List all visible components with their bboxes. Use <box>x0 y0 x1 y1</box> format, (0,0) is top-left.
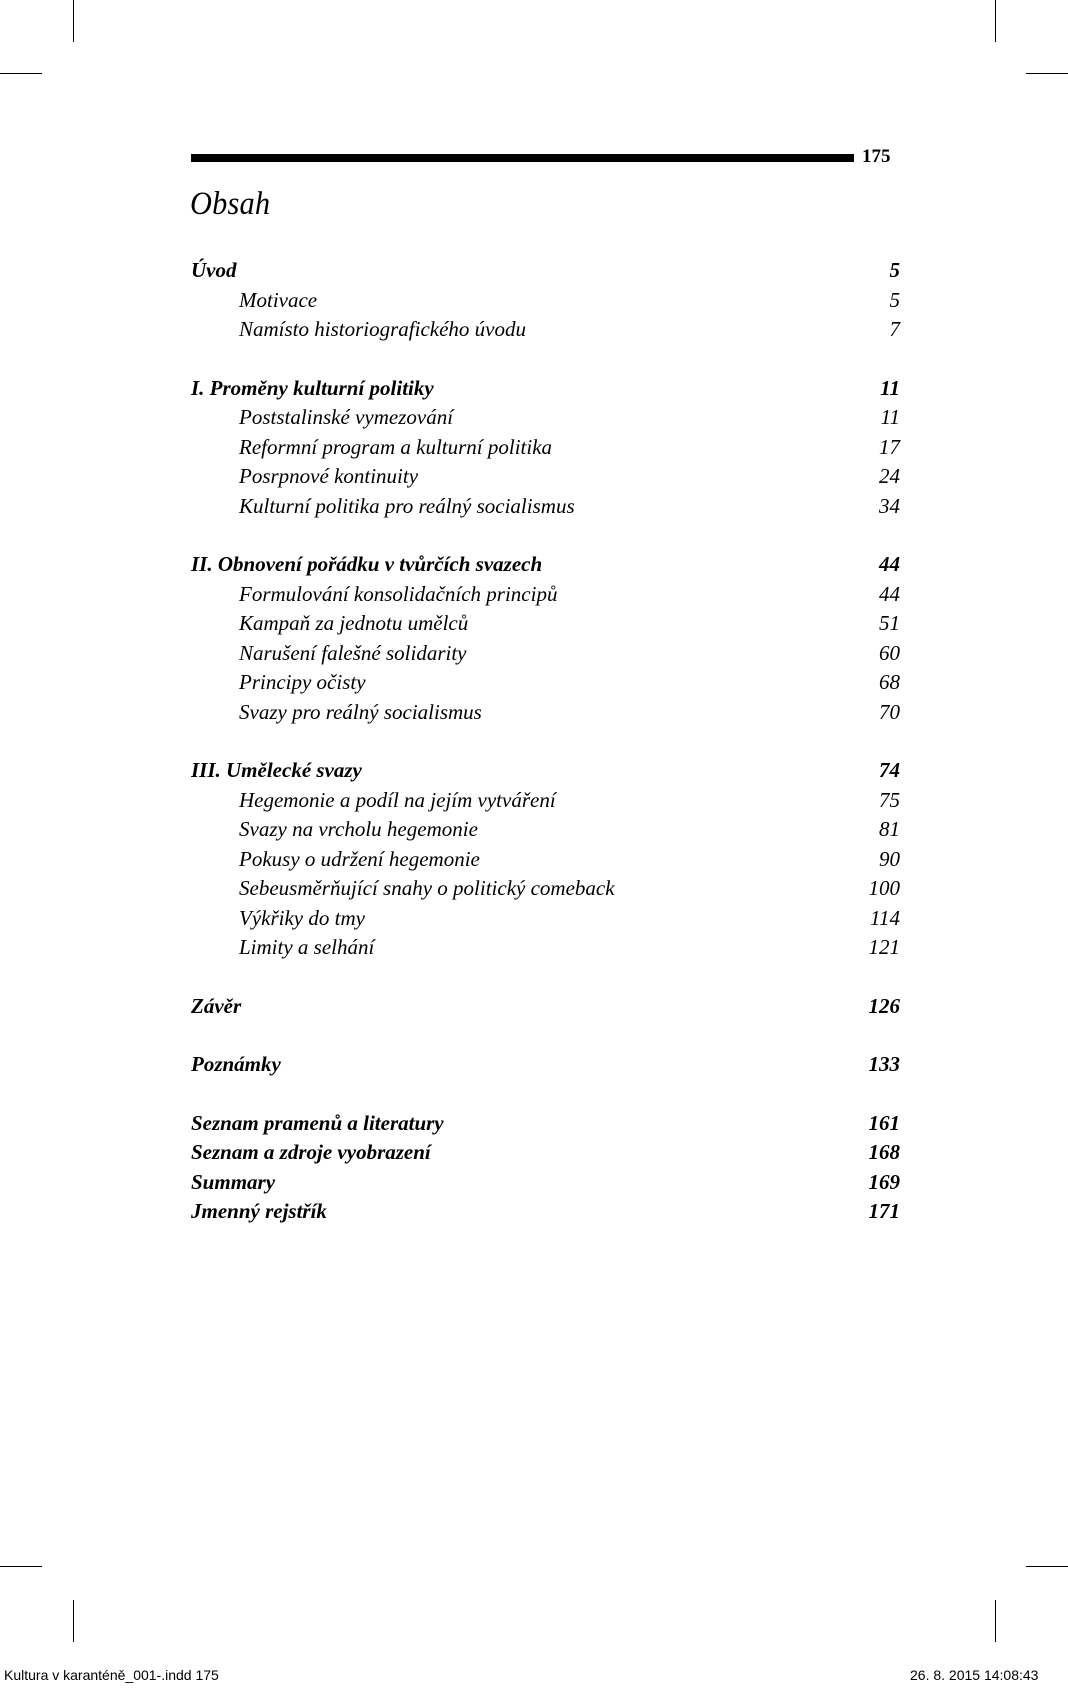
toc-subchapter-title: Poststalinské vymezování <box>239 405 454 429</box>
toc-chapter-page: 169 <box>868 1169 900 1194</box>
toc-subchapter <box>191 698 900 728</box>
toc-subchapter-page: 100 <box>868 876 900 900</box>
toc-chapter-title: Poznámky <box>191 1052 281 1076</box>
toc-subchapter-title: Sebeusměrňující snahy o politický comeback <box>239 876 615 900</box>
toc-subchapter <box>191 462 900 492</box>
crop-mark <box>995 0 996 42</box>
toc-chapter-page: 171 <box>868 1199 900 1223</box>
toc-chapter <box>191 256 900 286</box>
toc-subchapter-title: Formulování konsolidačních principů <box>239 581 558 606</box>
toc-subchapter-title: Motivace <box>239 287 318 312</box>
toc-chapter-page: 161 <box>868 1110 900 1135</box>
toc-subchapter-title: Narušení falešné solidarity <box>239 640 467 665</box>
header-rule <box>191 154 854 162</box>
toc-section <box>191 256 900 345</box>
toc-subchapter-title: Svazy pro reálný socialismus <box>239 699 482 724</box>
crop-mark <box>73 1600 74 1642</box>
toc-subchapter-page: 51 <box>879 611 900 635</box>
toc-subchapter-title: Posrpnové kontinuity <box>239 464 419 488</box>
crop-mark <box>1026 1566 1068 1567</box>
toc-chapter-page: 11 <box>880 375 900 400</box>
toc-subchapter-page: 81 <box>879 817 900 841</box>
toc-chapter <box>191 1138 900 1168</box>
toc-subchapter-title: Limity a selhání <box>239 935 375 959</box>
toc-subchapter <box>191 433 900 463</box>
toc-subchapter-page: 24 <box>879 464 900 488</box>
toc-subchapter <box>191 786 900 816</box>
toc-chapter <box>191 374 900 404</box>
toc-chapter <box>191 1197 900 1227</box>
toc-subchapter-page: 60 <box>879 640 900 665</box>
toc-section <box>191 1109 900 1227</box>
toc-subchapter-title: Svazy na vrcholu hegemonie <box>239 817 478 841</box>
toc-subchapter-page: 34 <box>879 493 900 518</box>
footer-left: Kultura v karanténě_001-.indd 175 <box>4 1667 219 1683</box>
toc-subchapter-title: Hegemonie a podíl na jejím vytváření <box>239 787 556 812</box>
toc-subchapter <box>191 904 900 934</box>
toc-chapter-page: 44 <box>879 552 900 576</box>
toc-subchapter-title: Reformní program a kulturní politika <box>239 434 553 459</box>
toc-subchapter-title: Kampaň za jednotu umělců <box>239 611 469 635</box>
toc-subchapter <box>191 315 900 345</box>
toc-chapter-page: 168 <box>868 1140 900 1164</box>
toc-subchapter-page: 11 <box>880 405 900 429</box>
toc-chapter-title: Seznam pramenů a literatury <box>191 1110 444 1135</box>
toc-chapter-page: 133 <box>868 1052 900 1076</box>
toc-subchapter <box>191 580 900 610</box>
toc-chapter <box>191 992 900 1022</box>
toc-section <box>191 1050 900 1080</box>
toc-chapter <box>191 756 900 786</box>
crop-mark <box>0 1566 42 1567</box>
footer-right: 26. 8. 2015 14:08:43 <box>910 1667 1039 1683</box>
toc-chapter-page: 5 <box>889 258 900 282</box>
toc-subchapter <box>191 845 900 875</box>
toc-chapter-title: III. Umělecké svazy <box>191 758 362 782</box>
toc-subchapter <box>191 933 900 963</box>
toc-chapter <box>191 550 900 580</box>
toc-section <box>191 550 900 727</box>
crop-mark <box>0 73 42 74</box>
toc-chapter-title: I. Proměny kulturní politiky <box>191 375 434 400</box>
toc-chapter-title: Úvod <box>191 258 237 282</box>
toc-subchapter-page: 75 <box>879 787 900 812</box>
toc-chapter-title: II. Obnovení pořádku v tvůrčích svazech <box>191 552 543 576</box>
toc-chapter-title: Summary <box>191 1169 276 1194</box>
toc-subchapter-title: Výkřiky do tmy <box>239 905 365 930</box>
toc-subchapter <box>191 609 900 639</box>
toc-subchapter-page: 121 <box>868 935 900 959</box>
toc-section <box>191 374 900 522</box>
toc-subchapter-page: 17 <box>879 434 900 459</box>
toc-subchapter-title: Namísto historiografického úvodu <box>239 317 526 341</box>
toc-subchapter <box>191 286 900 316</box>
toc-subchapter-title: Pokusy o udržení hegemonie <box>239 846 480 871</box>
toc-subchapter-page: 90 <box>879 846 900 871</box>
toc-subchapter <box>191 492 900 522</box>
crop-mark <box>995 1600 996 1642</box>
toc-subchapter-page: 70 <box>879 699 900 724</box>
toc-chapter-title: Seznam a zdroje vyobrazení <box>191 1140 431 1164</box>
toc-chapter-page: 126 <box>868 993 900 1018</box>
toc-chapter-page: 74 <box>879 758 900 782</box>
toc-subchapter <box>191 874 900 904</box>
page-title: Obsah <box>190 186 271 222</box>
toc-section <box>191 992 900 1022</box>
toc-subchapter-title: Kulturní politika pro reálný socialismus <box>239 493 575 518</box>
toc-subchapter-page: 68 <box>879 670 900 694</box>
crop-mark <box>73 0 74 42</box>
toc-subchapter <box>191 815 900 845</box>
page-number: 175 <box>862 146 891 167</box>
toc-subchapter <box>191 639 900 669</box>
toc-subchapter-page: 7 <box>889 317 900 341</box>
toc-subchapter-page: 5 <box>889 287 900 312</box>
toc-chapter <box>191 1050 900 1080</box>
toc-subchapter <box>191 403 900 433</box>
toc-section <box>191 756 900 963</box>
toc-chapter <box>191 1168 900 1198</box>
toc-chapter-title: Jmenný rejstřík <box>191 1199 327 1223</box>
toc-subchapter-page: 44 <box>879 581 900 606</box>
crop-mark <box>1026 73 1068 74</box>
table-of-contents <box>191 256 900 1256</box>
toc-subchapter-page: 114 <box>870 905 900 930</box>
toc-chapter <box>191 1109 900 1139</box>
toc-subchapter-title: Principy očisty <box>239 670 366 694</box>
toc-chapter-title: Závěr <box>191 993 242 1018</box>
toc-subchapter <box>191 668 900 698</box>
